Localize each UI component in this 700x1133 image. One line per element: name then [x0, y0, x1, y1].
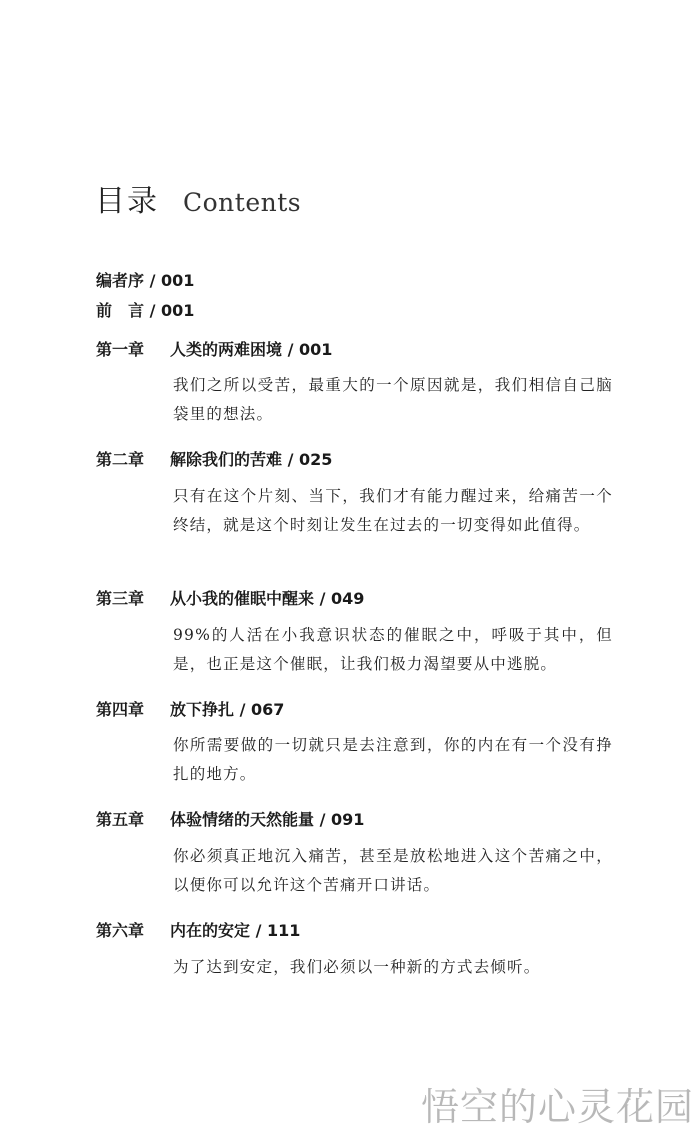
chapter-title: 内在的安定 / 111 — [170, 921, 301, 940]
chapter-number: 第二章 — [96, 450, 145, 469]
chapter-title: 解除我们的苦难 / 025 — [170, 450, 333, 469]
chapter-number: 第四章 — [96, 700, 145, 719]
chapter-2-summary: 只有在这个片刻、当下，我们才有能力醒过来，给痛苦一个终结，就是这个时刻让发生在过去的一切变得如此值得。 — [173, 487, 613, 534]
chapter-number: 第三章 — [96, 589, 145, 608]
title-chinese: 目录 — [95, 184, 159, 219]
chapter-title: 放下挣扎 / 067 — [170, 700, 285, 719]
entry-label-second: 言 — [128, 301, 145, 320]
page-title — [95, 176, 301, 220]
chapter-3-summary: 99%的人活在小我意识状态的催眠之中，呼吸于其中，但是，也正是这个催眠，让我们极力渴望要从中逃脱。 — [173, 626, 613, 673]
chapter-number: 第一章 — [96, 340, 145, 359]
toc-chapter-3[interactable] — [96, 586, 364, 609]
toc-chapter-1[interactable] — [96, 337, 332, 360]
entry-page: / 001 — [149, 271, 195, 290]
chapter-4-summary: 你所需要做的一切就只是去注意到，你的内在有一个没有挣扎的地方。 — [173, 736, 613, 783]
toc-chapter-2[interactable] — [96, 447, 332, 470]
watermark-text: 悟空的心灵花园 — [420, 1085, 694, 1129]
chapter-6-summary: 为了达到安定，我们必须以一种新的方式去倾听。 — [173, 958, 541, 976]
chapter-1-summary: 我们之所以受苦，最重大的一个原因就是，我们相信自己脑袋里的想法。 — [173, 376, 613, 423]
chapter-number: 第五章 — [96, 810, 145, 829]
entry-label-first: 前 — [96, 301, 113, 320]
chapter-title: 体验情绪的天然能量 / 091 — [170, 810, 365, 829]
toc-chapter-5[interactable] — [96, 807, 364, 830]
title-english: Contents — [183, 188, 302, 217]
entry-page: / 001 — [149, 301, 195, 320]
chapter-number: 第六章 — [96, 921, 145, 940]
chapter-5-summary: 你必须真正地沉入痛苦，甚至是放松地进入这个苦痛之中，以便你可以允许这个苦痛开口讲话。 — [173, 847, 613, 894]
toc-entry-editor-preface[interactable] — [96, 268, 194, 291]
toc-chapter-4[interactable] — [96, 697, 284, 720]
toc-chapter-6[interactable] — [96, 918, 300, 941]
chapter-title: 人类的两难困境 / 001 — [170, 340, 333, 359]
chapter-title: 从小我的催眠中醒来 / 049 — [170, 589, 365, 608]
toc-entry-foreword[interactable] — [96, 298, 194, 321]
entry-label: 编者序 — [96, 271, 145, 290]
